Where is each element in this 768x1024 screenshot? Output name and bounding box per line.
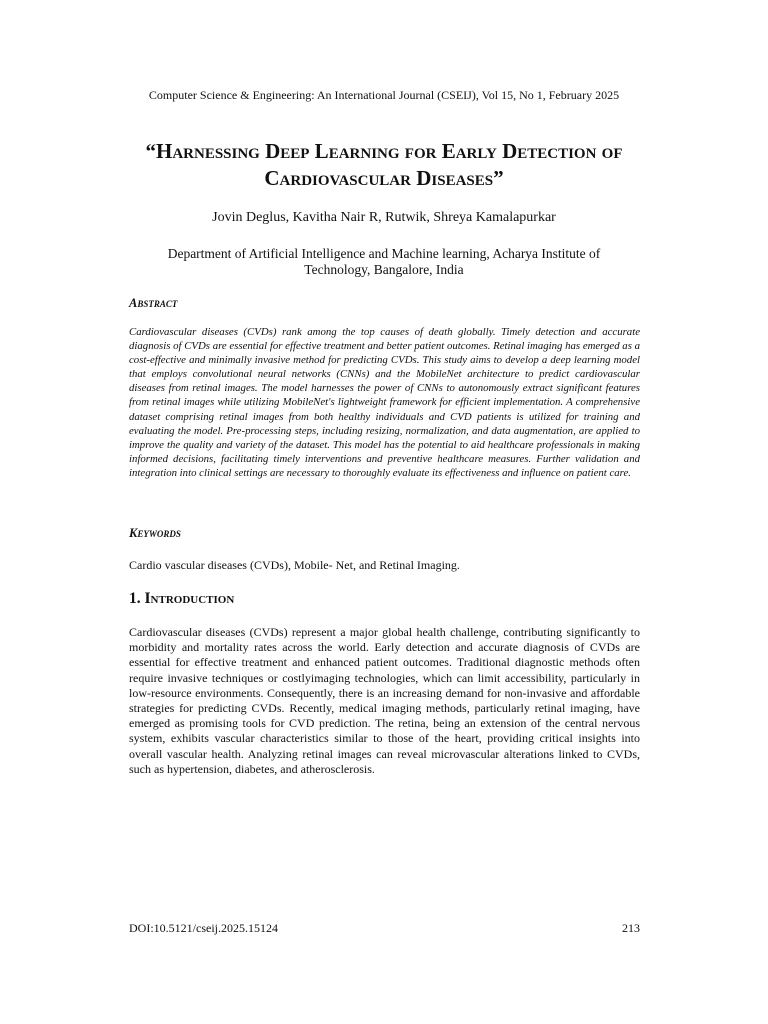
paper-title: “Harnessing Deep Learning for Early Detection of Cardiovascular Diseases”	[145, 139, 623, 190]
keywords-heading: Keywords	[129, 526, 181, 540]
page-number: 213	[622, 921, 640, 935]
introduction-text: Cardiovascular diseases (CVDs) represent a major global health challenge, contributing significantly to morbidity and mortality rates across the world. Early detection and accurate diagnosis of CVDs are essential for effective treatment and enhanced patient outcomes. Traditional diagnostic methods often require invasive techniques or costlyimaging technologies, which can limit accessibility, particularly in low-resource environments. Consequently, there is an increasing demand for non-invasive and affordable strategies for predicting CVDs. Recently, medical imaging methods, particularly retinal imaging, have emerged as promising tools for CVD prediction. The retina, being an extension of the central nervous system, exhibits vascular characteristics similar to those of the heart, providing critical insights into overall vascular health. Analyzing retinal images can reveal microvascular alterations linked to CVDs, such as hypertension, diabetes, and atherosclerosis.	[129, 625, 640, 776]
author-affiliation: Department of Artificial Intelligence and Machine learning, Acharya Institute of Technology, Bangalore, India	[167, 246, 601, 277]
introduction-heading: 1. Introduction	[129, 590, 235, 607]
abstract-heading: Abstract	[129, 296, 178, 310]
keywords-text: Cardio vascular diseases (CVDs), Mobile- Net, and Retinal Imaging.	[129, 558, 460, 572]
abstract-text: Cardiovascular diseases (CVDs) rank among the top causes of death globally. Timely detection and accurate diagnosis of CVDs are essential for effective treatment and better patient outcomes. Retinal imaging has emerged as a cost-effective and minimally invasive method for predicting CVDs. This study aims to develop a deep learning model that employs convolutional neural networks (CNNs) and the MobileNet architecture to predict cardiovascular diseases from retinal images. The model harnesses the power of CNNs to autonomously extract significant features from retinal images while utilizing MobileNet's lightweight framework for efficient implementation. A comprehensive dataset comprising retinal images from both healthy individuals and CVD patients is utilized for training and evaluating the model. Pre-processing steps, including resizing, normalization, and data augmentation, are applied to improve the quality and variety of the dataset. This model has the potential to aid healthcare professionals in making informed decisions, facilitating timely interventions and preventive healthcare measures. Further validation and integration into clinical settings are necessary to thoroughly evaluate its effectiveness and influence on patient care.	[129, 326, 640, 479]
journal-running-header: Computer Science & Engineering: An International Journal (CSEIJ), Vol 15, No 1, February 2025	[148, 88, 620, 102]
author-list: Jovin Deglus, Kavitha Nair R, Rutwik, Shreya Kamalapurkar	[212, 210, 556, 225]
doi-footer: DOI:10.5121/cseij.2025.15124	[129, 921, 278, 935]
